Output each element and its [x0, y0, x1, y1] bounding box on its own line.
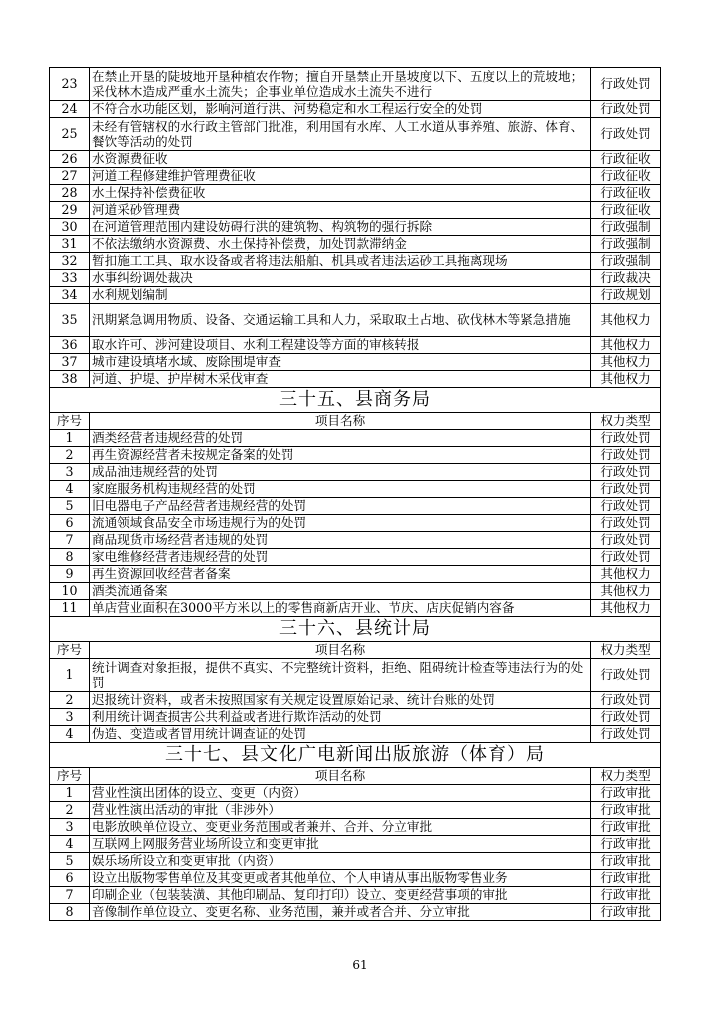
row-item-name: 电影放映单位设立、变更业务范围或者兼并、合并、分立审批: [90, 819, 591, 836]
table-row: [50, 101, 661, 118]
row-item-name: 不符合水功能区划，影响河道行洪、河势稳定和水工程运行安全的处罚: [90, 101, 591, 118]
table-row: [50, 481, 661, 498]
row-power-type: 行政审批: [591, 819, 661, 836]
row-serial: 6: [50, 515, 90, 532]
row-serial: 30: [50, 219, 90, 236]
row-power-type: 行政处罚: [591, 532, 661, 549]
row-serial: 11: [50, 600, 90, 617]
document-table-container: [49, 67, 661, 921]
row-item-name: 营业性演出活动的审批（非涉外）: [90, 802, 591, 819]
row-serial: 5: [50, 853, 90, 870]
row-item-name: 取水许可、涉河建设项目、水利工程建设等方面的审核转报: [90, 337, 591, 354]
header-item-name: 项目名称: [90, 642, 591, 659]
row-serial: 34: [50, 287, 90, 304]
row-power-type: 行政征收: [591, 202, 661, 219]
row-item-name: 再生资源经营者未按规定备案的处罚: [90, 447, 591, 464]
row-item-name: 单店营业面积在3000平方米以上的零售商新店开业、节庆、店庆促销内容备: [90, 600, 591, 617]
row-power-type: 其他权力: [591, 583, 661, 600]
row-power-type: 行政处罚: [591, 549, 661, 566]
row-power-type: 行政处罚: [591, 101, 661, 118]
table-row: [50, 202, 661, 219]
row-item-name: 未经有管辖权的水行政主管部门批准，利用国有水库、人工水道从事养殖、旅游、体育、餐饮等活动的处罚: [90, 118, 591, 151]
row-serial: 33: [50, 270, 90, 287]
row-item-name: 娱乐场所设立和变更审批（内资）: [90, 853, 591, 870]
row-serial: 7: [50, 887, 90, 904]
row-serial: 3: [50, 464, 90, 481]
row-serial: 32: [50, 253, 90, 270]
row-power-type: 行政处罚: [591, 481, 661, 498]
row-serial: 3: [50, 819, 90, 836]
row-serial: 31: [50, 236, 90, 253]
header-item-name: 项目名称: [90, 413, 591, 430]
row-item-name: 水事纠纷调处裁决: [90, 270, 591, 287]
row-item-name: 城市建设填堵水域、废除围堤审查: [90, 354, 591, 371]
row-serial: 7: [50, 532, 90, 549]
row-serial: 9: [50, 566, 90, 583]
row-power-type: 行政审批: [591, 904, 661, 921]
row-serial: 6: [50, 870, 90, 887]
table-row: [50, 371, 661, 388]
row-serial: 26: [50, 151, 90, 168]
row-power-type: 行政处罚: [591, 464, 661, 481]
row-power-type: 行政审批: [591, 853, 661, 870]
table-row: [50, 532, 661, 549]
table-row: [50, 304, 661, 337]
table-row: [50, 887, 661, 904]
section-title: 三十六、县统计局: [50, 617, 661, 642]
row-item-name: 河道采砂管理费: [90, 202, 591, 219]
row-item-name: 音像制作单位设立、变更名称、业务范围，兼并或者合并、分立审批: [90, 904, 591, 921]
row-power-type: 行政征收: [591, 185, 661, 202]
section-title: 三十七、县文化广电新闻出版旅游（体育）局: [50, 743, 661, 768]
page-number: 61: [352, 958, 368, 972]
row-power-type: 其他权力: [591, 304, 661, 337]
row-power-type: 行政处罚: [591, 515, 661, 532]
row-power-type: 行政处罚: [591, 709, 661, 726]
table-header-row: [50, 768, 661, 785]
table-row: [50, 447, 661, 464]
row-power-type: 行政处罚: [591, 726, 661, 743]
row-serial: 4: [50, 836, 90, 853]
row-serial: 2: [50, 802, 90, 819]
row-item-name: 商品现货市场经营者违规的处罚: [90, 532, 591, 549]
row-serial: 27: [50, 168, 90, 185]
row-serial: 4: [50, 726, 90, 743]
row-power-type: 行政审批: [591, 870, 661, 887]
row-item-name: 设立出版物零售单位及其变更或者其他单位、个人申请从事出版物零售业务: [90, 870, 591, 887]
row-serial: 8: [50, 549, 90, 566]
row-power-type: 其他权力: [591, 600, 661, 617]
row-serial: 2: [50, 692, 90, 709]
row-power-type: 其他权力: [591, 371, 661, 388]
row-serial: 37: [50, 354, 90, 371]
row-item-name: 印刷企业（包装装潢、其他印刷品、复印打印）设立、变更经营事项的审批: [90, 887, 591, 904]
row-power-type: 行政征收: [591, 151, 661, 168]
row-serial: 10: [50, 583, 90, 600]
header-power-type: 权力类型: [591, 413, 661, 430]
table-row: [50, 430, 661, 447]
row-item-name: 水土保持补偿费征收: [90, 185, 591, 202]
row-power-type: 行政处罚: [591, 68, 661, 101]
table-row: [50, 600, 661, 617]
row-serial: 1: [50, 785, 90, 802]
table-row: [50, 819, 661, 836]
row-item-name: 再生资源回收经营者备案: [90, 566, 591, 583]
header-serial: 序号: [50, 768, 90, 785]
table-row: [50, 337, 661, 354]
row-serial: 8: [50, 904, 90, 921]
table-row: [50, 287, 661, 304]
section-title-row: [50, 743, 661, 768]
table-row: [50, 692, 661, 709]
table-row: [50, 354, 661, 371]
row-power-type: 行政征收: [591, 168, 661, 185]
table-row: [50, 219, 661, 236]
power-list-table: [49, 67, 661, 921]
table-row: [50, 118, 661, 151]
row-item-name: 在禁止开垦的陡坡地开垦种植农作物；擅自开垦禁止开垦坡度以下、五度以上的荒坡地；采伐林木造成严重水土流失；企事业单位造成水土流失不进行: [90, 68, 591, 101]
row-power-type: 行政审批: [591, 836, 661, 853]
row-item-name: 水资源费征收: [90, 151, 591, 168]
header-item-name: 项目名称: [90, 768, 591, 785]
row-power-type: 行政审批: [591, 887, 661, 904]
row-serial: 28: [50, 185, 90, 202]
table-row: [50, 253, 661, 270]
row-power-type: 行政处罚: [591, 692, 661, 709]
row-item-name: 酒类流通备案: [90, 583, 591, 600]
row-power-type: 行政审批: [591, 802, 661, 819]
row-serial: 35: [50, 304, 90, 337]
row-serial: 23: [50, 68, 90, 101]
row-power-type: 行政强制: [591, 253, 661, 270]
row-serial: 5: [50, 498, 90, 515]
table-row: [50, 726, 661, 743]
header-serial: 序号: [50, 413, 90, 430]
row-item-name: 成品油违规经营的处罚: [90, 464, 591, 481]
row-item-name: 互联网上网服务营业场所设立和变更审批: [90, 836, 591, 853]
table-row: [50, 498, 661, 515]
table-row: [50, 168, 661, 185]
table-row: [50, 566, 661, 583]
table-row: [50, 185, 661, 202]
row-item-name: 暂扣施工工具、取水设备或者将违法船舶、机具或者违法运砂工具拖离现场: [90, 253, 591, 270]
row-item-name: 迟报统计资料，或者未按照国家有关规定设置原始记录、统计台账的处罚: [90, 692, 591, 709]
row-serial: 25: [50, 118, 90, 151]
table-row: [50, 464, 661, 481]
row-power-type: 行政强制: [591, 219, 661, 236]
table-row: [50, 802, 661, 819]
table-header-row: [50, 642, 661, 659]
row-item-name: 酒类经营者违规经营的处罚: [90, 430, 591, 447]
header-serial: 序号: [50, 642, 90, 659]
row-power-type: 行政审批: [591, 785, 661, 802]
table-row: [50, 583, 661, 600]
row-serial: 2: [50, 447, 90, 464]
row-item-name: 利用统计调查损害公共利益或者进行欺诈活动的处罚: [90, 709, 591, 726]
row-serial: 1: [50, 659, 90, 692]
row-power-type: 行政处罚: [591, 498, 661, 515]
row-power-type: 其他权力: [591, 337, 661, 354]
row-item-name: 在河道管理范围内建设妨碍行洪的建筑物、构筑物的强行拆除: [90, 219, 591, 236]
table-row: [50, 709, 661, 726]
table-row: [50, 151, 661, 168]
row-serial: 3: [50, 709, 90, 726]
table-row: [50, 549, 661, 566]
row-item-name: 不依法缴纳水资源费、水土保持补偿费，加处罚款滞纳金: [90, 236, 591, 253]
row-item-name: 河道、护堤、护岸树木采伐审查: [90, 371, 591, 388]
row-serial: 38: [50, 371, 90, 388]
row-item-name: 水利规划编制: [90, 287, 591, 304]
row-item-name: 伪造、变造或者冒用统计调查证的处罚: [90, 726, 591, 743]
table-row: [50, 68, 661, 101]
table-row: [50, 659, 661, 692]
table-row: [50, 836, 661, 853]
table-row: [50, 870, 661, 887]
row-serial: 4: [50, 481, 90, 498]
row-serial: 1: [50, 430, 90, 447]
table-row: [50, 515, 661, 532]
table-row: [50, 270, 661, 287]
row-item-name: 河道工程修建维护管理费征收: [90, 168, 591, 185]
power-list-body: [50, 68, 661, 921]
row-power-type: 行政处罚: [591, 430, 661, 447]
section-title-row: [50, 617, 661, 642]
row-item-name: 汛期紧急调用物质、设备、交通运输工具和人力，采取取土占地、砍伐林木等紧急措施: [90, 304, 591, 337]
table-row: [50, 785, 661, 802]
row-power-type: 行政处罚: [591, 447, 661, 464]
section-title-row: [50, 388, 661, 413]
row-serial: 36: [50, 337, 90, 354]
row-item-name: 家电维修经营者违规经营的处罚: [90, 549, 591, 566]
row-power-type: 其他权力: [591, 566, 661, 583]
row-power-type: 行政处罚: [591, 118, 661, 151]
table-header-row: [50, 413, 661, 430]
row-item-name: 营业性演出团体的设立、变更（内资）: [90, 785, 591, 802]
row-item-name: 家庭服务机构违规经营的处罚: [90, 481, 591, 498]
row-item-name: 流通领域食品安全市场违规行为的处罚: [90, 515, 591, 532]
row-item-name: 统计调查对象拒报，提供不真实、不完整统计资料，拒绝、阻碍统计检查等违法行为的处罚: [90, 659, 591, 692]
table-row: [50, 904, 661, 921]
row-power-type: 行政规划: [591, 287, 661, 304]
row-power-type: 行政处罚: [591, 659, 661, 692]
row-serial: 24: [50, 101, 90, 118]
header-power-type: 权力类型: [591, 768, 661, 785]
row-item-name: 旧电器电子产品经营者违规经营的处罚: [90, 498, 591, 515]
table-row: [50, 236, 661, 253]
row-serial: 29: [50, 202, 90, 219]
table-row: [50, 853, 661, 870]
row-power-type: 其他权力: [591, 354, 661, 371]
row-power-type: 行政裁决: [591, 270, 661, 287]
header-power-type: 权力类型: [591, 642, 661, 659]
row-power-type: 行政强制: [591, 236, 661, 253]
section-title: 三十五、县商务局: [50, 388, 661, 413]
